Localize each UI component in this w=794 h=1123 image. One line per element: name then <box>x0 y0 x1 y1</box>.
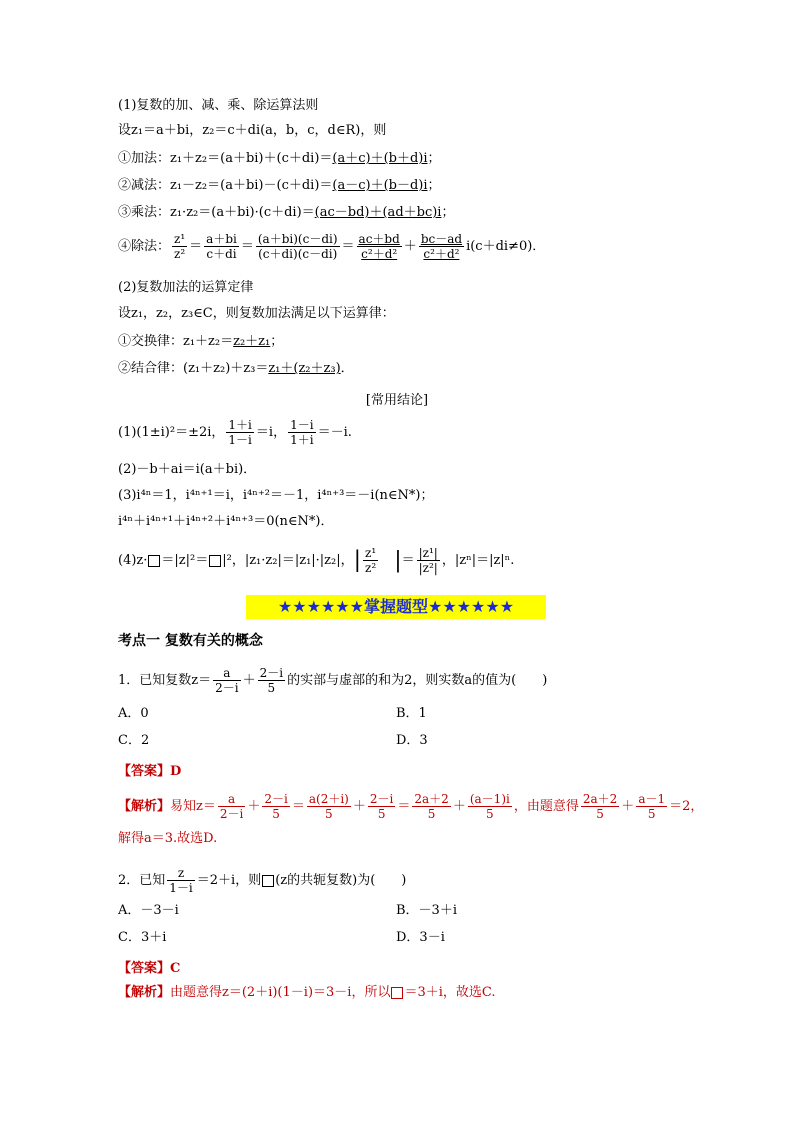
fraction: $\frac{2-i}{5}$ <box>264 792 288 821</box>
q1-option-d[interactable]: D．3 <box>396 733 428 748</box>
fraction: $\frac{a(2+i)}{5}$ <box>308 792 349 821</box>
conclusion-1: (1)(1±i)²＝±2i， $\frac{1+i}{1-i}$ ＝i， $\frac{1-i}{1+i}$ ＝－i. <box>118 418 352 447</box>
law-commutative: ①交换律：z₁＋z₂＝z₂＋z₁； <box>118 334 284 349</box>
conjugate-symbol-icon <box>391 987 403 999</box>
q1-answer: 【答案】D <box>118 764 182 779</box>
q2-option-d[interactable]: D．3－i <box>396 930 445 945</box>
rule-div: ④除法： $\frac{\text{z¹}}{\text{z²}}$ ＝ $\frac{a+bi}{c+di}$ ＝ $\frac{(a+bi)(c-di)}{(c+di)(c-di)}$ ＝ $\frac{ac+bd}{\text{c²＋d²}}$ ＋ $\frac{bc-ad}{\text{c²＋d²}}$ i(c＋di≠0)． <box>118 232 546 261</box>
conclusion-2: (2)－b＋ai＝i(a＋bi)． <box>118 462 257 477</box>
laws-title: (2)复数加法的运算定律 <box>118 280 254 295</box>
law-associative: ②结合律：(z₁＋z₂)＋z₃＝z₁＋(z₂＋z₃)． <box>118 361 354 376</box>
section-banner: ★★★★★★掌握题型★★★★★★ <box>246 595 546 619</box>
fraction: $\frac{\text{z¹}}{\text{z²}}$ <box>365 546 377 575</box>
abs-bar-icon: | <box>353 547 362 573</box>
fraction: $\frac{1-i}{1+i}$ <box>290 418 314 447</box>
q1-option-a[interactable]: A．0 <box>118 706 149 721</box>
fraction: $\frac{(a+bi)(c-di)}{(c+di)(c-di)}$ <box>257 232 338 261</box>
rule-sub: ②减法：z₁－z₂＝(a＋bi)－(c＋di)＝(a－c)＋(b－d)i； <box>118 178 441 193</box>
fraction: $\frac{z}{1-i}$ <box>169 866 193 895</box>
fraction: $\frac{a}{2-i}$ <box>215 666 239 695</box>
section-heading: 考点一 复数有关的概念 <box>118 633 263 649</box>
laws-setup: 设z₁，z₂，z₃∈C，则复数加法满足以下运算律： <box>118 306 395 321</box>
fraction: $\frac{2-i}{5}$ <box>259 666 284 695</box>
conjugate-symbol-icon <box>262 875 274 887</box>
fraction: $\frac{a-1}{5}$ <box>638 792 666 821</box>
fraction: $\frac{ac+bd}{\text{c²＋d²}}$ <box>358 232 400 261</box>
q1-option-b[interactable]: B．1 <box>396 706 427 721</box>
conclusion-3b: i⁴ⁿ＋i⁴ⁿ⁺¹＋i⁴ⁿ⁺²＋i⁴ⁿ⁺³＝0(n∈N*)． <box>118 514 334 529</box>
rule-add: ①加法：z₁＋z₂＝(a＋bi)＋(c＋di)＝(a＋c)＋(b＋d)i； <box>118 151 441 166</box>
conclusion-4: (4)z· ＝|z|²＝ |²，|z₁·z₂|＝|z₁|·|z₂|，| $\frac{\text{z¹}}{\text{z²}}$ |＝ $\frac{\text{|z¹|}}{\text{|z²|}}$ ，|zⁿ|＝|z|ⁿ. <box>118 546 515 575</box>
q2-explanation: 【解析】由题意得z＝(2＋i)(1－i)＝3－i，所以 ＝3＋i，故选C. <box>118 985 496 1000</box>
rules-title: (1)复数的加、减、乘、除运算法则 <box>118 98 319 113</box>
fraction: $\frac{bc-ad}{\text{c²＋d²}}$ <box>420 232 463 261</box>
rule-mul: ③乘法：z₁·z₂＝(a＋bi)·(c＋di)＝(ac－bd)＋(ad＋bc)i； <box>118 205 455 220</box>
abs-bar-icon: | <box>394 547 402 573</box>
conjugate-symbol-icon <box>209 555 221 567</box>
fraction: $\frac{a+bi}{c+di}$ <box>206 232 237 261</box>
conclusions-title: [常用结论] <box>365 393 429 408</box>
q2-answer: 【答案】C <box>118 961 181 976</box>
q1-explanation: 【解析】易知z＝ $\frac{a}{2-i}$ ＋ $\frac{2-i}{5}$ ＝ $\frac{a(2+i)}{5}$ ＋ $\frac{2-i}{5}$ ＝ $\frac{2a+2}{5}$ ＋ $\frac{(a-1)i}{5}$ ，由题意得 $\frac{2a+2}{5}$ ＋ $\frac{a-1}{5}$ ＝2， <box>118 792 704 821</box>
fraction: $\frac{2a+2}{5}$ <box>414 792 449 821</box>
fraction: $\frac{\text{z¹}}{\text{z²}}$ <box>174 232 186 261</box>
fraction: $\frac{(a-1)i}{5}$ <box>469 792 510 821</box>
q1-option-c[interactable]: C．2 <box>118 733 150 748</box>
fraction: $\frac{1+i}{1-i}$ <box>228 418 252 447</box>
fraction: $\frac{2a+2}{5}$ <box>582 792 618 821</box>
question-2: 2．已知 $\frac{z}{1-i}$ ＝2＋i，则 (z的共轭复数)为( ) <box>118 866 407 895</box>
fraction: $\frac{\text{|z¹|}}{\text{|z²|}}$ <box>418 546 438 575</box>
conjugate-symbol-icon <box>148 555 160 567</box>
fraction: $\frac{2-i}{5}$ <box>369 792 394 821</box>
fraction: $\frac{a}{2-i}$ <box>219 792 244 821</box>
question-1: 1．已知复数z＝ $\frac{a}{2-i}$ ＋ $\frac{2-i}{5}$ 的实部与虚部的和为2，则实数a的值为( ) <box>118 666 548 695</box>
conclusion-3: (3)i⁴ⁿ＝1，i⁴ⁿ⁺¹＝i，i⁴ⁿ⁺²＝－1，i⁴ⁿ⁺³＝－i(n∈N*)； <box>118 488 434 503</box>
q2-option-c[interactable]: C．3＋i <box>118 930 167 945</box>
q1-explanation-line2: 解得a＝3.故选D. <box>118 831 218 846</box>
rules-setup: 设z₁＝a＋bi，z₂＝c＋di(a，b，c，d∈R)，则 <box>118 123 387 138</box>
q2-option-b[interactable]: B．－3＋i <box>396 903 457 918</box>
q2-option-a[interactable]: A．－3－i <box>118 903 179 918</box>
